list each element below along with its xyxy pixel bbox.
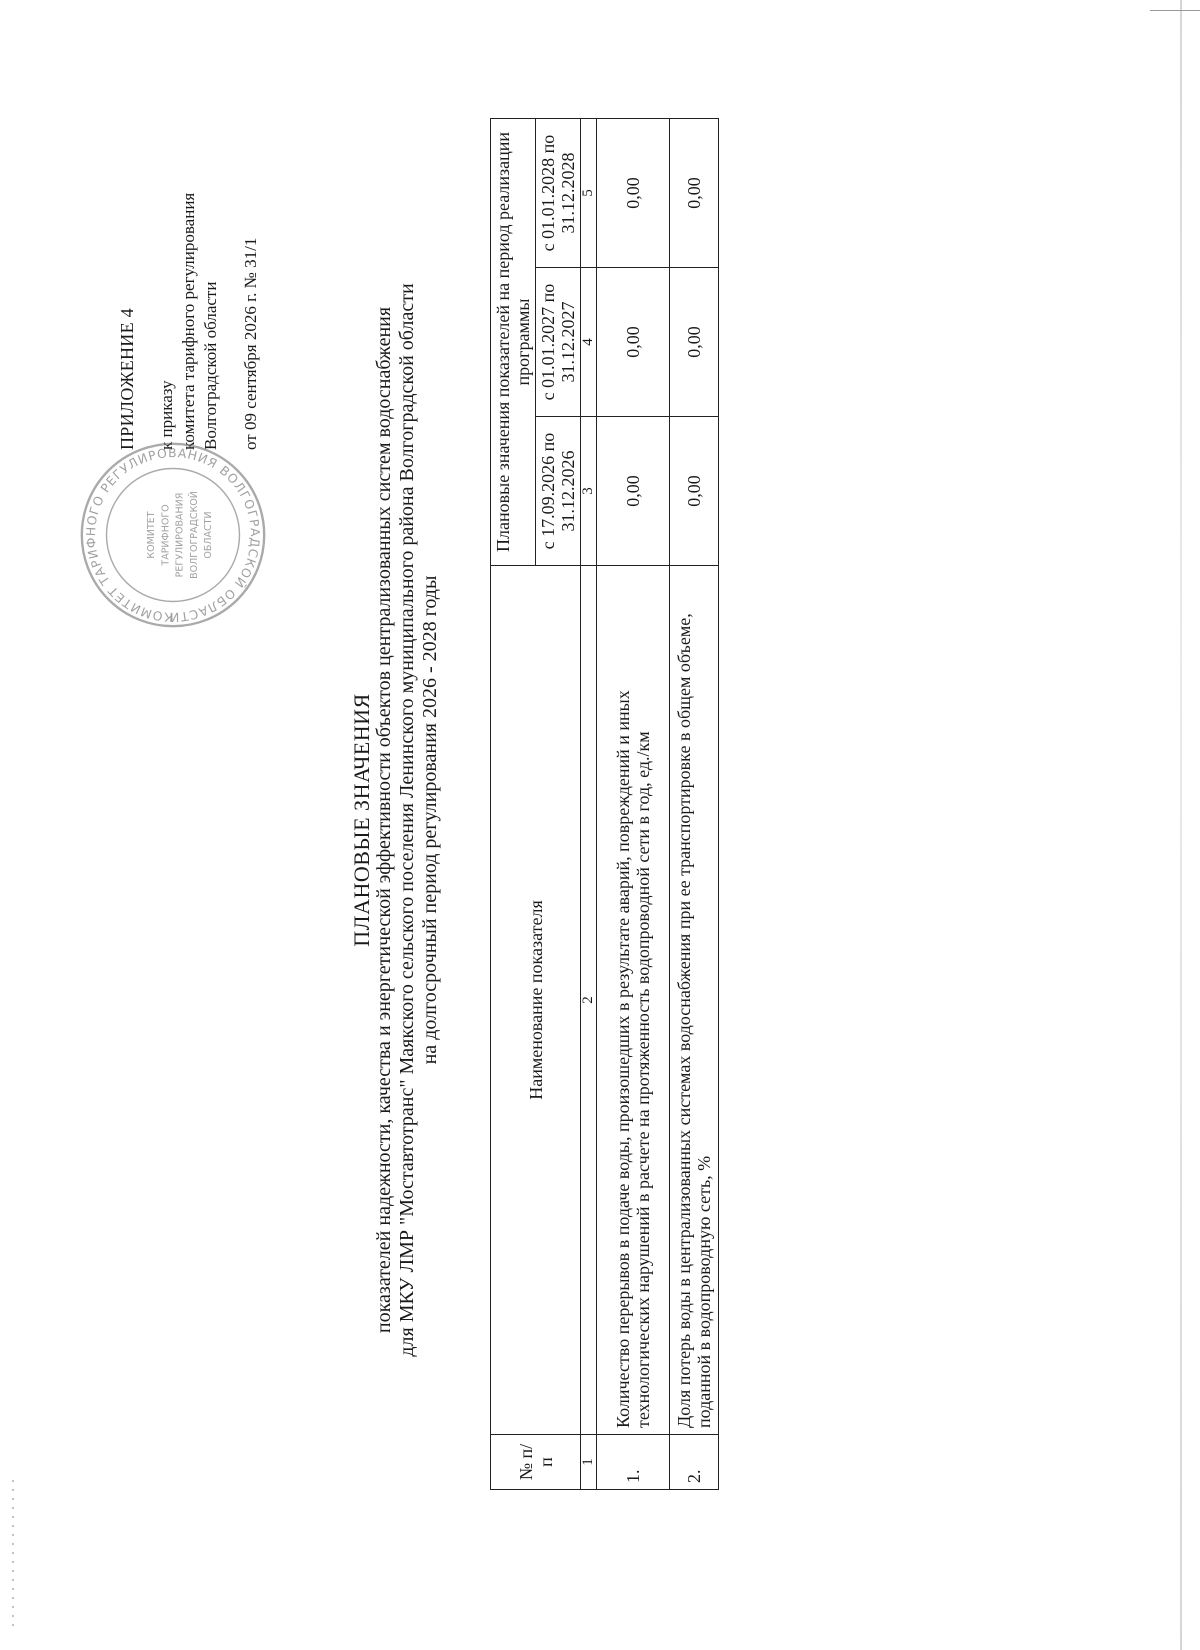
title-line-3: на долгосрочный период регулирования 2026 - 2028 годы xyxy=(419,575,441,1065)
stamp-center-line-4: ВОЛГОГРАДСКОЙ xyxy=(188,491,200,579)
planned-value: 0,00 xyxy=(670,119,719,268)
row-number: 1. xyxy=(597,1435,670,1490)
header-period-2: с 01.01.2027 по 31.12.2027 xyxy=(536,268,581,417)
planned-value: 0,00 xyxy=(670,268,719,417)
annex-block xyxy=(116,70,262,450)
table-row xyxy=(597,119,670,1490)
annex-date-line: от 09 сентября 2026 г. № 31/1 xyxy=(241,237,260,450)
title-line-1: показателей надежности, качества и энергетической эффективности объектов централизованных систем водоснабжения xyxy=(373,306,395,1334)
column-index-row xyxy=(581,119,597,1490)
stamp-center-line-2: ТАРИФНОГО xyxy=(160,504,172,566)
title-line-2: для МКУ ЛМР "Моставтотранс" Маякского сельского поселения Ленинского муниципального района Волгоградской области xyxy=(396,283,418,1357)
document-title-block xyxy=(350,110,442,1530)
document-title: ПЛАНОВЫЕ ЗНАЧЕНИЯ xyxy=(349,693,374,947)
annex-title: ПРИЛОЖЕНИЕ 4 xyxy=(117,308,137,450)
planned-value: 0,00 xyxy=(597,417,670,566)
indicator-name: Доля потерь воды в централизованных системах водоснабжения при ее транспортировке в общем объеме, поданной в водопроводную сеть, % xyxy=(670,566,719,1435)
column-index: 5 xyxy=(581,119,597,268)
indicator-name: Количество перерывов в подаче воды, произошедших в результате аварий, повреждений и иных технологических нарушений в расчете на протяженность водопроводной сети в год, ед./км xyxy=(597,566,670,1435)
indicators-table xyxy=(490,118,719,1490)
annex-committee-line: комитета тарифного регулирования xyxy=(179,192,198,450)
row-number: 2. xyxy=(670,1435,719,1490)
planned-value: 0,00 xyxy=(670,417,719,566)
column-index: 3 xyxy=(581,417,597,566)
stamp-center-line-5: ОБЛАСТИ xyxy=(203,511,214,559)
planned-value: 0,00 xyxy=(597,268,670,417)
column-index: 4 xyxy=(581,268,597,417)
header-planned-values: Плановые значения показателей на период реализации программы xyxy=(491,119,536,566)
annex-order-line: к приказу xyxy=(157,380,176,450)
header-period-1: с 17.09.2026 по 31.12.2026 xyxy=(536,417,581,566)
planned-value: 0,00 xyxy=(597,119,670,268)
official-stamp xyxy=(78,440,268,630)
table-row xyxy=(670,119,719,1490)
column-index: 1 xyxy=(581,1435,597,1490)
table-header-row-1 xyxy=(491,119,536,1490)
stamp-center-line-1: КОМИТЕТ xyxy=(146,511,157,559)
header-indicator-name: Наименование показателя xyxy=(491,566,581,1435)
stamp-center-line-3: РЕГУЛИРОВАНИЯ xyxy=(174,492,186,578)
annex-region-line: Волгоградской области xyxy=(201,281,220,450)
header-num: № п/п xyxy=(491,1435,581,1490)
header-period-3: с 01.01.2028 по 31.12.2028 xyxy=(536,119,581,268)
stamp-outer-text: КОМИТЕТ ТАРИФНОГО РЕГУЛИРОВАНИЯ ВОЛГОГРАДСКОЙ ОБЛАСТИ xyxy=(83,446,262,625)
column-index: 2 xyxy=(581,566,597,1435)
svg-text:КОМИТЕТ ТАРИФНОГО РЕГУЛИРОВАНИ xyxy=(84,446,262,624)
